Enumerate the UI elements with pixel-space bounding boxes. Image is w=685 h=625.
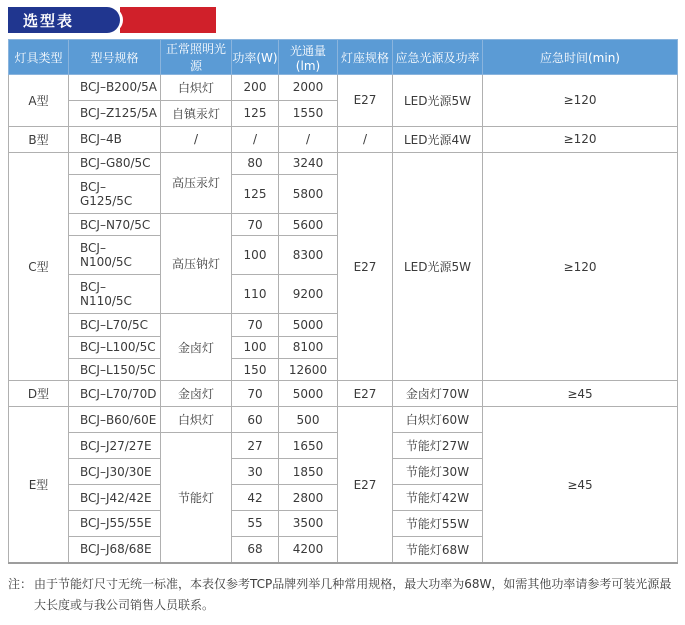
table-cell: BCJ–L70/5C — [69, 314, 161, 336]
table-cell: 3500 — [279, 511, 338, 537]
table-cell: LED光源5W — [393, 75, 483, 127]
table-row — [9, 75, 678, 101]
table-cell: / — [161, 126, 232, 152]
table-cell: ≥45 — [483, 381, 678, 407]
column-header: 应急时间(min) — [483, 40, 678, 75]
column-header: 灯具类型 — [9, 40, 69, 75]
table-cell: 68 — [232, 536, 279, 563]
footnote — [8, 574, 677, 616]
table-cell: BCJ–B60/60E — [69, 407, 161, 433]
banner-red-accent — [120, 7, 216, 33]
table-cell: 3240 — [279, 152, 338, 174]
table-cell: / — [232, 126, 279, 152]
table-cell: E27 — [338, 152, 393, 381]
table-cell: BCJ–J42/42E — [69, 485, 161, 511]
table-cell: BCJ–J55/55E — [69, 511, 161, 537]
table-row — [9, 407, 678, 433]
table-cell: 5600 — [279, 214, 338, 236]
table-cell: 70 — [232, 214, 279, 236]
table-cell: 5800 — [279, 175, 338, 214]
spec-table-body — [9, 75, 678, 564]
table-cell: 金卤灯 — [161, 314, 232, 381]
table-cell: E27 — [338, 75, 393, 127]
table-cell: BCJ–Z125/5A — [69, 100, 161, 126]
table-cell: BCJ–J68/68E — [69, 536, 161, 563]
table-cell: BCJ–L100/5C — [69, 336, 161, 358]
column-header: 光通量(lm) — [279, 40, 338, 75]
table-cell: 1850 — [279, 459, 338, 485]
table-cell: 节能灯42W — [393, 485, 483, 511]
table-cell: 高压汞灯 — [161, 152, 232, 213]
table-cell: BCJ–G80/5C — [69, 152, 161, 174]
table-cell: 70 — [232, 381, 279, 407]
table-cell: 500 — [279, 407, 338, 433]
table-cell: BCJ–J30/30E — [69, 459, 161, 485]
table-cell: BCJ–N70/5C — [69, 214, 161, 236]
table-cell: E27 — [338, 381, 393, 407]
table-cell: 150 — [232, 359, 279, 381]
table-cell: 30 — [232, 459, 279, 485]
table-cell: A型 — [9, 75, 69, 127]
table-cell: 200 — [232, 75, 279, 101]
lamp-selection-table — [8, 39, 678, 564]
footnote-label: 注： — [8, 577, 33, 591]
table-cell: BCJ–J27/27E — [69, 433, 161, 459]
table-cell: BCJ–4B — [69, 126, 161, 152]
table-cell: BCJ–G125/5C — [69, 175, 161, 214]
table-cell: BCJ–L150/5C — [69, 359, 161, 381]
table-cell: / — [279, 126, 338, 152]
column-header: 功率(W) — [232, 40, 279, 75]
table-cell: LED光源5W — [393, 152, 483, 381]
table-cell: 110 — [232, 275, 279, 314]
table-cell: BCJ–N110/5C — [69, 275, 161, 314]
table-cell: 节能灯27W — [393, 433, 483, 459]
table-cell: 金卤灯 — [161, 381, 232, 407]
table-cell: 12600 — [279, 359, 338, 381]
table-cell: E27 — [338, 407, 393, 563]
table-cell: 125 — [232, 175, 279, 214]
table-cell: 5000 — [279, 381, 338, 407]
table-cell: 节能灯 — [161, 433, 232, 563]
table-cell: 42 — [232, 485, 279, 511]
table-cell: 节能灯30W — [393, 459, 483, 485]
table-cell: 8100 — [279, 336, 338, 358]
table-cell: 白炽灯 — [161, 75, 232, 101]
table-cell: 1550 — [279, 100, 338, 126]
section-banner — [8, 7, 677, 33]
table-cell: 白炽灯60W — [393, 407, 483, 433]
table-cell: 节能灯68W — [393, 536, 483, 563]
table-cell: 100 — [232, 236, 279, 275]
footnote-text: 由于节能灯尺寸无统一标准，本表仅参考TCP品牌列举几种常用规格，最大功率为68W，如需其他功率请参考可装光源最大长度或与我公司销售人员联系。 — [34, 577, 672, 612]
table-cell: 100 — [232, 336, 279, 358]
table-cell: 80 — [232, 152, 279, 174]
table-cell: 1650 — [279, 433, 338, 459]
table-cell: BCJ–N100/5C — [69, 236, 161, 275]
table-cell: 自镇汞灯 — [161, 100, 232, 126]
table-cell: 5000 — [279, 314, 338, 336]
table-row — [9, 152, 678, 174]
table-cell: ≥120 — [483, 75, 678, 127]
table-cell: 60 — [232, 407, 279, 433]
column-header: 灯座规格 — [338, 40, 393, 75]
table-cell: 9200 — [279, 275, 338, 314]
table-cell: ≥120 — [483, 152, 678, 381]
table-cell: 节能灯55W — [393, 511, 483, 537]
table-cell: 4200 — [279, 536, 338, 563]
table-cell: / — [338, 126, 393, 152]
page-title: 选型表 — [23, 11, 75, 30]
column-header: 正常照明光源 — [161, 40, 232, 75]
table-cell: 55 — [232, 511, 279, 537]
table-cell: ≥45 — [483, 407, 678, 563]
table-row — [9, 381, 678, 407]
table-row — [9, 126, 678, 152]
banner-title-block — [8, 7, 120, 33]
table-cell: 白炽灯 — [161, 407, 232, 433]
table-cell: 8300 — [279, 236, 338, 275]
table-cell: 2000 — [279, 75, 338, 101]
table-cell: C型 — [9, 152, 69, 381]
table-cell: 70 — [232, 314, 279, 336]
table-header-row — [9, 40, 678, 75]
table-cell: 125 — [232, 100, 279, 126]
table-cell: ≥120 — [483, 126, 678, 152]
table-cell: 金卤灯70W — [393, 381, 483, 407]
column-header: 应急光源及功率 — [393, 40, 483, 75]
table-cell: BCJ–L70/70D — [69, 381, 161, 407]
table-cell: 2800 — [279, 485, 338, 511]
table-cell: B型 — [9, 126, 69, 152]
table-cell: 27 — [232, 433, 279, 459]
column-header: 型号规格 — [69, 40, 161, 75]
table-cell: BCJ–B200/5A — [69, 75, 161, 101]
table-cell: E型 — [9, 407, 69, 563]
table-cell: D型 — [9, 381, 69, 407]
table-cell: LED光源4W — [393, 126, 483, 152]
table-cell: 高压钠灯 — [161, 214, 232, 314]
